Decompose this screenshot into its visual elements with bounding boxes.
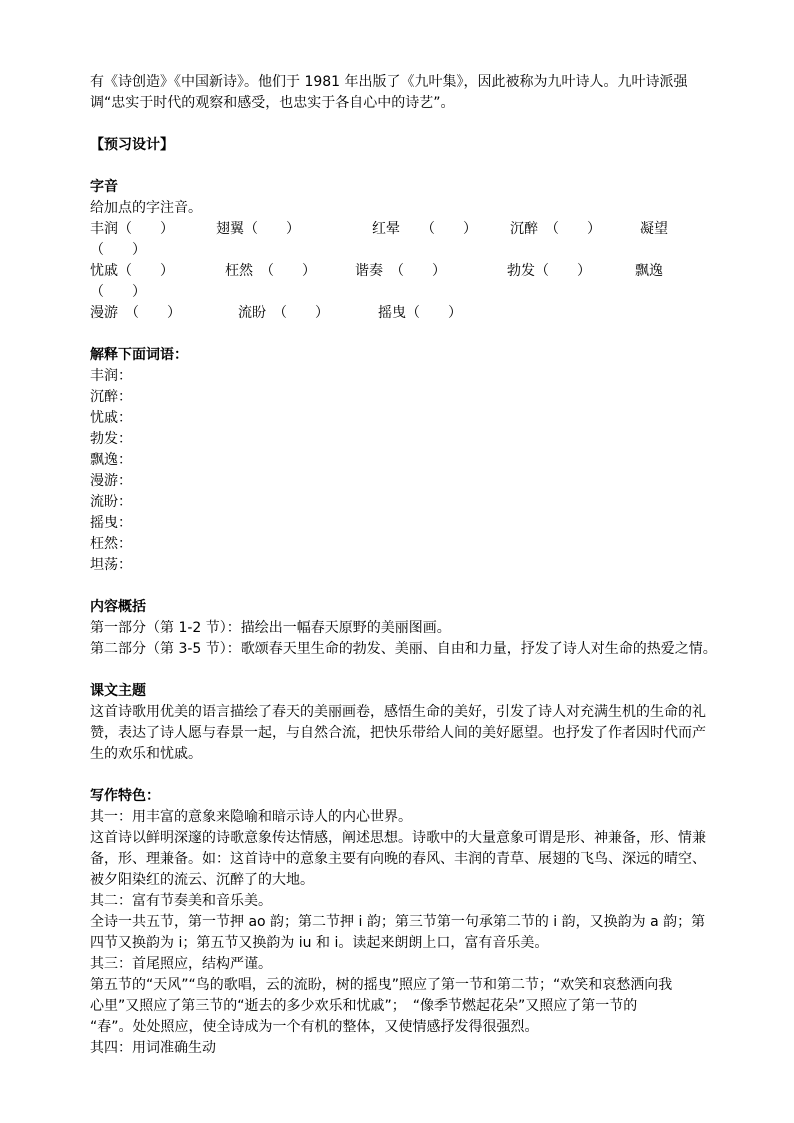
theme-line: 这首诗歌用优美的语言描绘了春天的美丽画卷，感悟生命的美好，引发了诗人对充满生机的生命的礼 (90, 704, 706, 720)
intro-line: 调“忠实于时代的观察和感受，也忠实于各自心中的诗艺”。 (90, 95, 455, 111)
summary-heading: 内容概括 (90, 599, 146, 615)
explain-item: 流盼： (90, 494, 132, 510)
document-page (90, 72, 717, 1059)
pinyin-item: 枉然 （ ） (225, 263, 316, 279)
feature-line: 心里”又照应了第三节的“逝去的多少欢乐和忧戚”； “像季节燃起花朵”又照应了第一节的 (90, 998, 638, 1014)
feature-line: 备，形、理兼备。如：这首诗中的意象主要有向晚的春风、丰润的青草、展翅的飞鸟、深远的晴空、 (90, 851, 706, 867)
theme-line: 生的欢乐和忧戚。 (90, 746, 202, 762)
theme-line: 赞，表达了诗人愿与春景一起，与自然合流，把快乐带给人间的美好愿望。也抒发了作者因时代而产 (90, 725, 706, 741)
feature-line: 全诗一共五节，第一节押 ao 韵；第二节押 i 韵；第三节第一句承第二节的 i 韵，又换韵为 a 韵；第 (90, 914, 706, 930)
feature-title: 其四：用词准确生动 (90, 1040, 216, 1056)
feature-title: 其三：首尾照应，结构严谨。 (90, 956, 272, 972)
pinyin-item: 凝望 (640, 221, 668, 237)
pinyin-item: 漫游 （ ） (90, 305, 181, 321)
theme-heading: 课文主题 (90, 683, 146, 699)
preview-heading: 【预习设计】 (90, 137, 174, 153)
feature-line: “春”。处处照应，使全诗成为一个有机的整体，又使情感抒发得很强烈。 (90, 1019, 539, 1035)
pinyin-item: 勃发（ ） (507, 263, 591, 279)
feature-line: 这首诗以鲜明深邃的诗歌意象传达情感，阐述思想。诗歌中的大量意象可谓是形、神兼备，形、情兼 (90, 830, 706, 846)
explain-item: 摇曳： (90, 515, 132, 531)
explain-heading: 解释下面词语： (90, 347, 188, 363)
pinyin-item: 沉醉 （ ） (510, 221, 601, 237)
pinyin-item: 红晕 （ ） (372, 221, 477, 237)
pinyin-item: 飘逸 (635, 263, 663, 279)
explain-item: 忧戚： (90, 410, 132, 426)
pronunciation-row (90, 219, 710, 240)
pinyin-item: 忧戚（ ） (90, 263, 174, 279)
pronunciation-instruction: 给加点的字注音。 (90, 200, 202, 216)
pinyin-item: 翅翼（ ） (216, 221, 300, 237)
pinyin-item: 丰润（ ） (90, 221, 174, 237)
pronunciation-heading: 字音 (90, 179, 118, 195)
explain-item: 飘逸： (90, 452, 132, 468)
pinyin-item: 摇曳（ ） (378, 305, 462, 321)
explain-item: 丰润： (90, 368, 132, 384)
feature-title: 其二：富有节奏美和音乐美。 (90, 893, 272, 909)
explain-item: 漫游： (90, 473, 132, 489)
pronunciation-row (90, 261, 710, 282)
pronunciation-row (90, 303, 710, 324)
pinyin-item: 谐奏 （ ） (355, 263, 446, 279)
features-heading: 写作特色： (90, 788, 160, 804)
intro-line: 有《诗创造》《中国新诗》。他们于 1981 年出版了《九叶集》，因此被称为九叶诗人。九叶诗派强 (90, 74, 688, 90)
explain-item: 枉然： (90, 536, 132, 552)
feature-line: 第五节的“天风”“鸟的歌唱，云的流盼，树的摇曳”照应了第一节和第二节；“欢笑和哀愁洒向我 (90, 977, 673, 993)
explain-item: 坦荡： (90, 557, 132, 573)
summary-part: 第二部分（第 3-5 节）：歌颂春天里生命的勃发、美丽、自由和力量，抒发了诗人对生命的热爱之情。 (90, 641, 717, 657)
feature-line: 四节又换韵为 i；第五节又换韵为 iu 和 i。读起来朗朗上口，富有音乐美。 (90, 935, 549, 951)
summary-part: 第一部分（第 1-2 节）：描绘出一幅春天原野的美丽图画。 (90, 620, 451, 636)
pinyin-item: （ ） (90, 284, 146, 300)
pinyin-item: 流盼 （ ） (238, 305, 329, 321)
explain-item: 沉醉： (90, 389, 132, 405)
explain-item: 勃发： (90, 431, 132, 447)
feature-title: 其一：用丰富的意象来隐喻和暗示诗人的内心世界。 (90, 809, 412, 825)
pinyin-item: （ ） (90, 242, 146, 258)
feature-line: 被夕阳染红的流云、沉醉了的大地。 (90, 872, 314, 888)
